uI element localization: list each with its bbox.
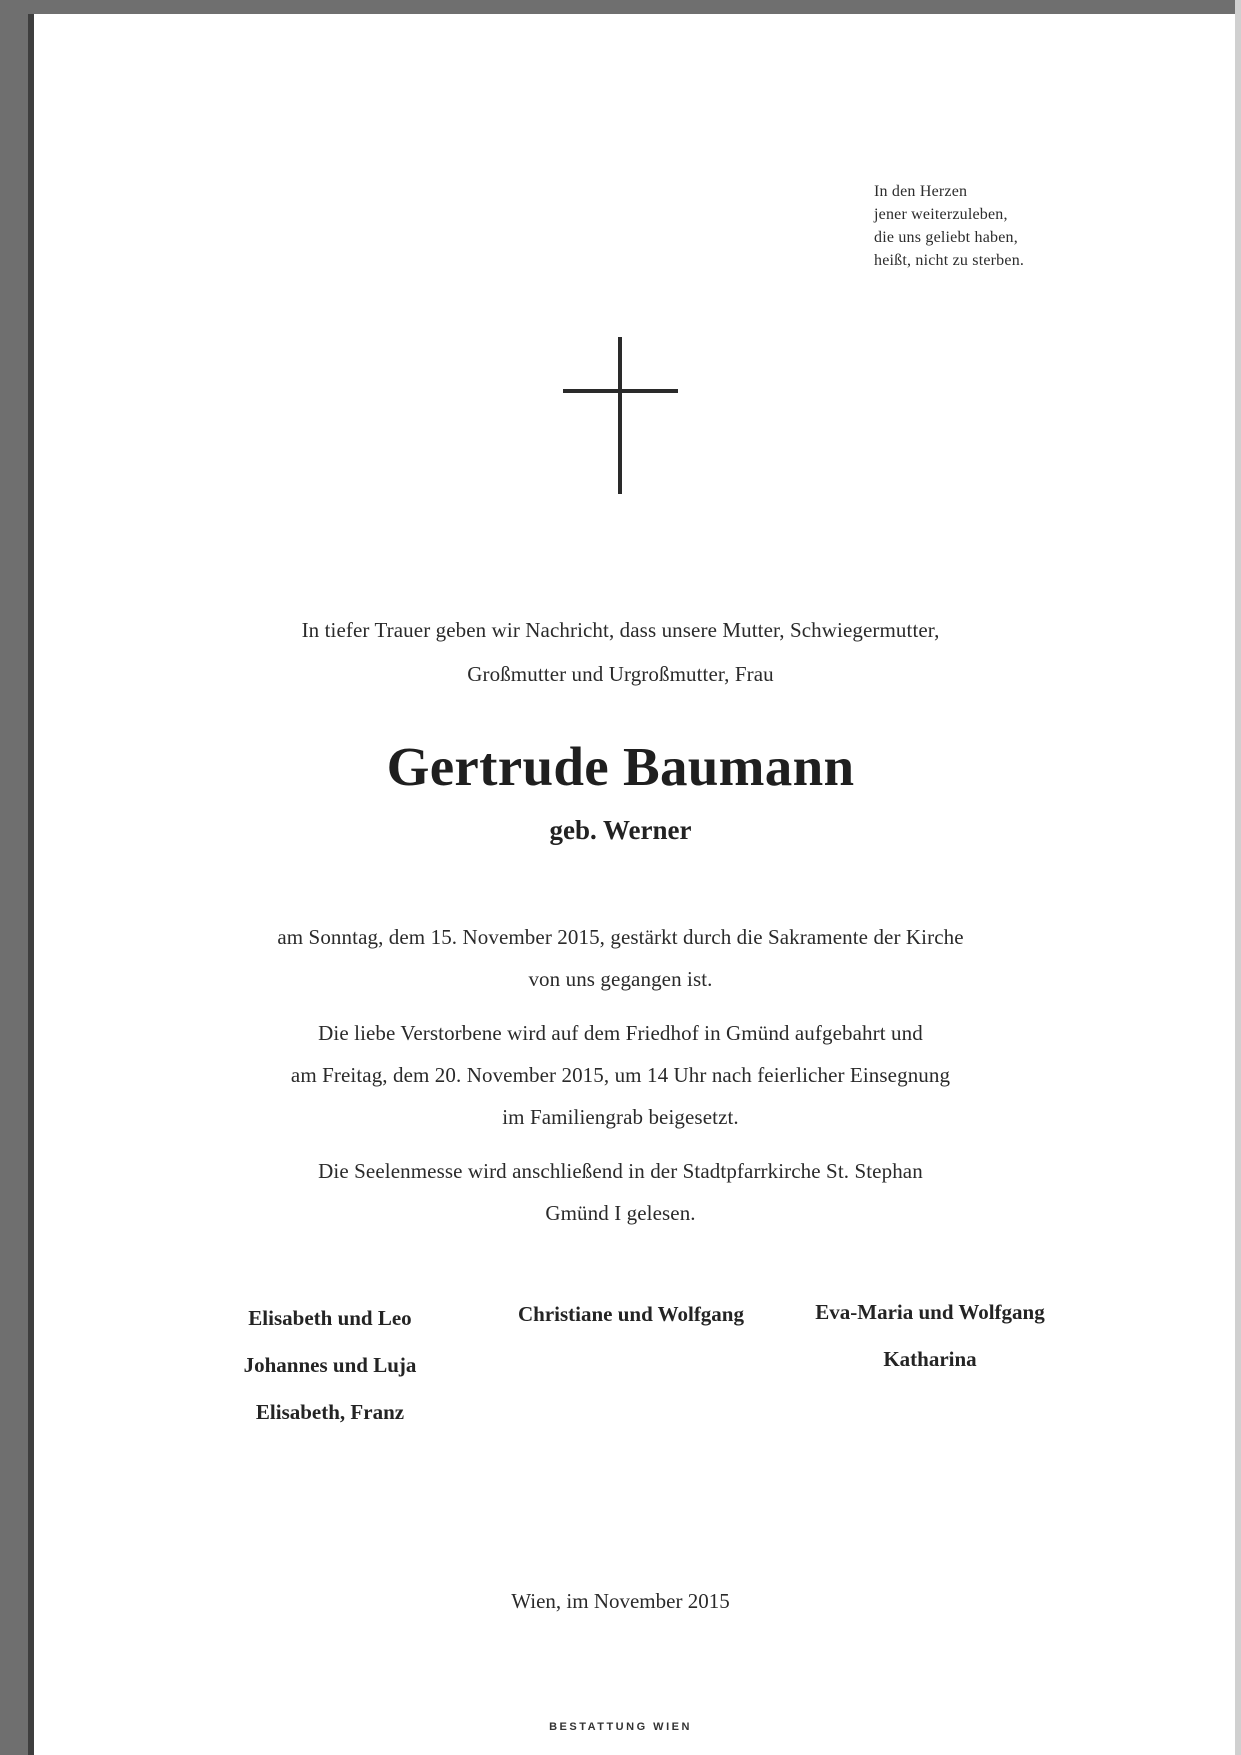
body-line: von uns gegangen ist. — [528, 967, 713, 991]
announcement-body — [0, 916, 1241, 1246]
paper-sheet — [34, 14, 1235, 1755]
intro-line: In tiefer Trauer geben wir Nachricht, dass unsere Mutter, Schwiegermutter, — [301, 618, 940, 642]
mourners-column-1 — [230, 1300, 430, 1441]
announcement-intro — [0, 608, 1241, 696]
cross-icon — [563, 337, 678, 494]
deceased-name: Gertrude Baumann — [386, 736, 855, 797]
mourner-name: Elisabeth und Leo — [248, 1306, 412, 1330]
mourners-column-2 — [496, 1296, 766, 1332]
deceased-maiden-name: geb. Werner — [549, 815, 692, 845]
body-line: Gmünd I gelesen. — [545, 1201, 696, 1225]
death-paragraph — [0, 916, 1241, 1000]
scan-border-right — [1235, 0, 1241, 1755]
cross-horizontal-bar — [563, 389, 678, 393]
body-line: Die liebe Verstorbene wird auf dem Friedhof in Gmünd aufgebahrt und — [318, 1021, 923, 1045]
place-date: Wien, im November 2015 — [511, 1589, 730, 1613]
mourner-name: Johannes und Luja — [243, 1353, 417, 1377]
mourners-column-3 — [780, 1294, 1080, 1388]
mourner-name: Eva-Maria und Wolfgang — [815, 1300, 1045, 1324]
intro-line: Großmutter und Urgroßmutter, Frau — [467, 662, 774, 686]
body-line: am Sonntag, dem 15. November 2015, gestärkt durch die Sakramente der Kirche — [277, 925, 964, 949]
motto-line: die uns geliebt haben, — [874, 229, 1018, 246]
cross-vertical-bar — [618, 337, 622, 494]
mourner-name: Elisabeth, Franz — [255, 1400, 405, 1424]
motto-line: heißt, nicht zu sterben. — [874, 252, 1025, 269]
mass-paragraph — [0, 1150, 1241, 1234]
mourner-name: Katharina — [883, 1347, 977, 1371]
motto-quote — [874, 180, 1024, 272]
motto-line: In den Herzen — [874, 183, 968, 200]
funeral-home-brand: BESTATTUNG WIEN — [549, 1721, 692, 1733]
burial-paragraph — [0, 1012, 1241, 1138]
body-line: am Freitag, dem 20. November 2015, um 14 Uhr nach feierlicher Einsegnung — [290, 1063, 951, 1087]
scan-border-top — [0, 0, 1241, 14]
mourner-name: Christiane und Wolfgang — [517, 1302, 744, 1326]
body-line: im Familiengrab beigesetzt. — [502, 1105, 739, 1129]
motto-line: jener weiterzuleben, — [874, 206, 1008, 223]
body-line: Die Seelenmesse wird anschließend in der Stadtpfarrkirche St. Stephan — [318, 1159, 923, 1183]
